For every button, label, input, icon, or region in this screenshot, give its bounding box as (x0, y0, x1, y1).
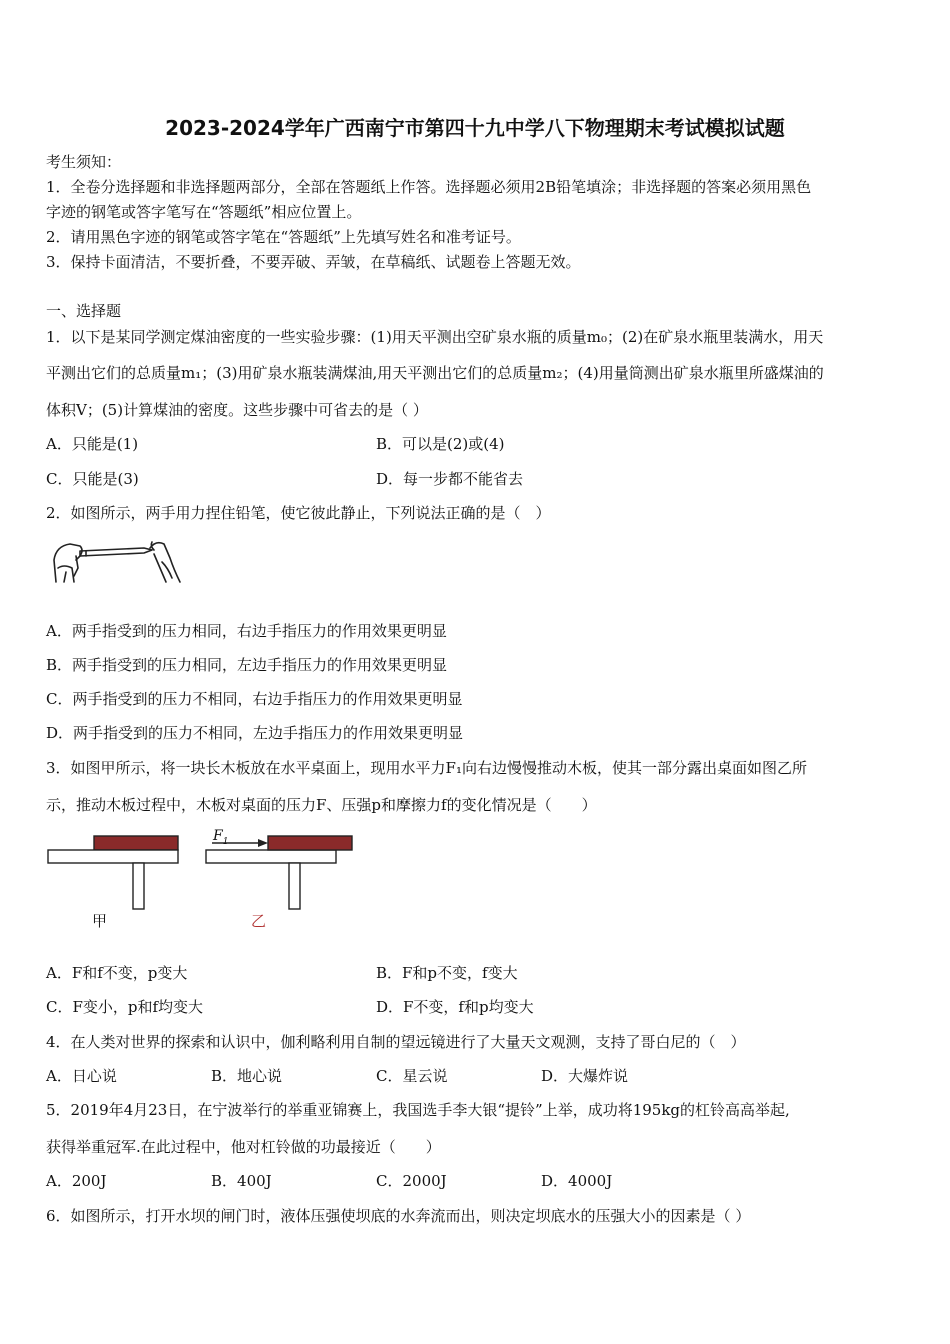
q3-option-b: B．F和p不变，f变大 (376, 964, 518, 982)
page-title: 2023-2024学年广西南宁市第四十九中学八下物理期末考试模拟试题 (165, 116, 785, 140)
question-1-line: 1．以下是某同学测定煤油密度的一些实验步骤：(1)用天平测出空矿泉水瓶的质量m₀；(2)在矿泉水瓶里装满水，用天 (46, 328, 824, 346)
tabletop-jia (48, 850, 178, 863)
table-leg-jia (133, 863, 144, 909)
q1-option-c: C．只能是(3) (46, 470, 139, 488)
question-5-line: 5．2019年4月23日，在宁波举行的举重亚锦赛上，我国选手李大银“提铃”上举，成功将195kg的杠铃高高举起, (46, 1101, 790, 1119)
notice-item: 字迹的钢笔或答字笔写在“答题纸”相应位置上。 (46, 203, 362, 221)
notice-item: 3．保持卡面清洁，不要折叠，不要弄破、弄皱，在草稿纸、试题卷上答题无效。 (46, 253, 581, 271)
notice-item: 1．全卷分选择题和非选择题两部分，全部在答题纸上作答。选择题必须用2B铅笔填涂；非选择题的答案必须用黑色 (46, 178, 812, 196)
notice-heading: 考生须知： (46, 153, 122, 171)
question-3-line: 3．如图甲所示，将一块长木板放在水平桌面上，现用水平力F₁向右边慢慢推动木板，使其一部分露出桌面如图乙所 (46, 759, 807, 777)
question-3-line: 示，推动木板过程中，木板对桌面的压力F、压强p和摩擦力f的变化情况是（ ） (46, 796, 597, 814)
q5-option-d: D．4000J (541, 1172, 613, 1190)
question-6-stem: 6．如图所示，打开水坝的闸门时，液体压强使坝底的水奔流而出，则决定坝底水的压强大小的因素是（ ） (46, 1207, 751, 1225)
q3-option-c: C．F变小，p和f均变大 (46, 998, 204, 1016)
q2-option-b: B．两手指受到的压力相同，左边手指压力的作用效果更明显 (46, 656, 448, 674)
question-1-line: 体积V；(5)计算煤油的密度。这些步骤中可省去的是（ ） (46, 401, 428, 419)
question-4-stem: 4．在人类对世界的探索和认识中，伽利略利用自制的望远镜进行了大量天文观测，支持了哥白尼的（ ） (46, 1033, 746, 1051)
q5-option-a: A．200J (46, 1172, 107, 1190)
pencil-fingers-figure (50, 538, 185, 590)
question-2-stem: 2．如图所示，两手用力捏住铅笔，使它彼此静止，下列说法正确的是（ ） (46, 504, 551, 522)
q1-option-d: D．每一步都不能省去 (376, 470, 524, 488)
q1-option-a: A．只能是(1) (46, 435, 139, 453)
fig-label-jia: 甲 (92, 912, 108, 930)
q4-option-b: B．地心说 (211, 1067, 283, 1085)
q3-option-a: A．F和f不变，p变大 (46, 964, 188, 982)
question-1-line: 平测出它们的总质量m₁；(3)用矿泉水瓶装满煤油,用天平测出它们的总质量m₂；(4)用量筒测出矿泉水瓶里所盛煤油的 (46, 364, 824, 382)
q5-option-b: B．400J (211, 1172, 272, 1190)
board-jia (94, 836, 178, 850)
fig-label-yi: 乙 (251, 912, 267, 930)
q2-option-c: C．两手指受到的压力不相同，右边手指压力的作用效果更明显 (46, 690, 463, 708)
q4-option-c: C．星云说 (376, 1067, 448, 1085)
notice-item: 2．请用黑色字迹的钢笔或答字笔在“答题纸”上先填写姓名和准考证号。 (46, 228, 521, 246)
question-5-line: 获得举重冠军.在此过程中，他对杠铃做的功最接近（ ） (46, 1138, 441, 1156)
board-yi (268, 836, 352, 850)
section-heading: 一、选择题 (46, 302, 122, 320)
q3-option-d: D．F不变，f和p均变大 (376, 998, 534, 1016)
q2-option-d: D．两手指受到的压力不相同，左边手指压力的作用效果更明显 (46, 724, 464, 742)
q1-option-b: B．可以是(2)或(4) (376, 435, 505, 453)
q4-option-d: D．大爆炸说 (541, 1067, 629, 1085)
force-label: $F_1$ (213, 828, 229, 847)
tabletop-yi (206, 850, 336, 863)
q4-option-a: A．日心说 (46, 1067, 117, 1085)
table-leg-yi (289, 863, 300, 909)
q2-option-a: A．两手指受到的压力相同，右边手指压力的作用效果更明显 (46, 622, 447, 640)
q5-option-c: C．2000J (376, 1172, 447, 1190)
